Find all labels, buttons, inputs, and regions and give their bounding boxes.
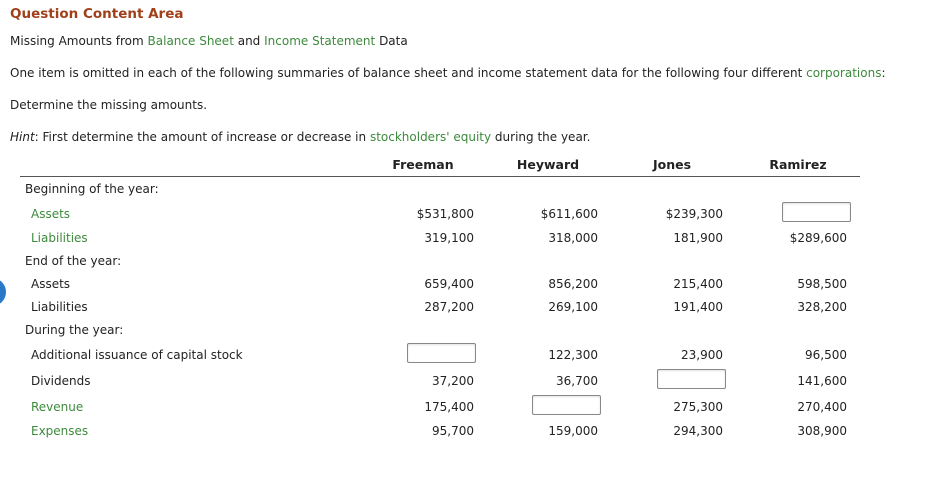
page-title: Question Content Area	[10, 6, 184, 22]
table-cell: 95,700	[432, 424, 474, 438]
table-cell: 96,500	[805, 348, 847, 362]
table-cell: $239,300	[665, 207, 723, 221]
row-label-end-assets: Assets	[31, 277, 71, 291]
freeman-issuance-input[interactable]	[407, 343, 476, 363]
corporations-link[interactable]: corporations	[806, 66, 882, 80]
row-label-expenses[interactable]: Expenses	[31, 424, 89, 438]
subtitle: Missing Amounts from Balance Sheet and Income Statement Data	[10, 34, 408, 48]
table-cell: 269,100	[548, 300, 598, 314]
table-cell: $289,600	[789, 231, 847, 245]
income-statement-link[interactable]: Income Statement	[264, 34, 376, 48]
side-tab-indicator[interactable]	[0, 278, 6, 306]
row-label-issuance: Additional issuance of capital stock	[31, 348, 243, 362]
table-cell: 287,200	[424, 300, 474, 314]
jones-dividends-input[interactable]	[657, 369, 726, 389]
section-beginning: Beginning of the year:	[25, 182, 159, 196]
table-cell: 122,300	[548, 348, 598, 362]
table-cell: 141,600	[797, 374, 847, 388]
row-label-end-liabilities: Liabilities	[31, 300, 88, 314]
table-cell: 191,400	[673, 300, 723, 314]
table-cell: 159,000	[548, 424, 598, 438]
table-cell: 659,400	[424, 277, 474, 291]
col-header-ramirez: Ramirez	[769, 157, 827, 172]
instruction-line: One item is omitted in each of the following summaries of balance sheet and income statement data for the following four different corporations:	[10, 66, 886, 80]
table-cell: 328,200	[797, 300, 847, 314]
header-divider	[20, 176, 860, 177]
row-label-revenue[interactable]: Revenue	[31, 400, 84, 414]
row-label-dividends: Dividends	[31, 374, 91, 388]
table-cell: 308,900	[797, 424, 847, 438]
col-header-heyward: Heyward	[516, 157, 580, 172]
table-cell: 175,400	[424, 400, 474, 414]
table-cell: 294,300	[673, 424, 723, 438]
determine-text: Determine the missing amounts.	[10, 98, 208, 112]
row-label-beg-liabilities[interactable]: Liabilities	[31, 231, 88, 245]
table-cell: 270,400	[797, 400, 847, 414]
col-header-jones: Jones	[652, 157, 692, 172]
table-cell: 36,700	[556, 374, 598, 388]
table-cell: 275,300	[673, 400, 723, 414]
table-cell: 37,200	[432, 374, 474, 388]
hint-line: Hint: First determine the amount of increase or decrease in stockholders' equity during the year.	[10, 130, 591, 144]
table-cell: 318,000	[548, 231, 598, 245]
balance-sheet-link[interactable]: Balance Sheet	[147, 34, 234, 48]
table-cell: $611,600	[540, 207, 598, 221]
row-label-beg-assets[interactable]: Assets	[31, 207, 71, 221]
table-cell: 319,100	[424, 231, 474, 245]
section-end: End of the year:	[25, 254, 122, 268]
table-cell: 23,900	[681, 348, 723, 362]
col-header-freeman: Freeman	[392, 157, 454, 172]
table-cell: 598,500	[797, 277, 847, 291]
table-cell: 215,400	[673, 277, 723, 291]
table-cell: 856,200	[548, 277, 598, 291]
heyward-revenue-input[interactable]	[532, 395, 601, 415]
stockholders-equity-link[interactable]: stockholders' equity	[369, 130, 492, 144]
section-during: During the year:	[25, 323, 124, 337]
table-cell: $531,800	[416, 207, 474, 221]
table-cell: 181,900	[673, 231, 723, 245]
ramirez-beginning-assets-input[interactable]	[782, 202, 851, 222]
